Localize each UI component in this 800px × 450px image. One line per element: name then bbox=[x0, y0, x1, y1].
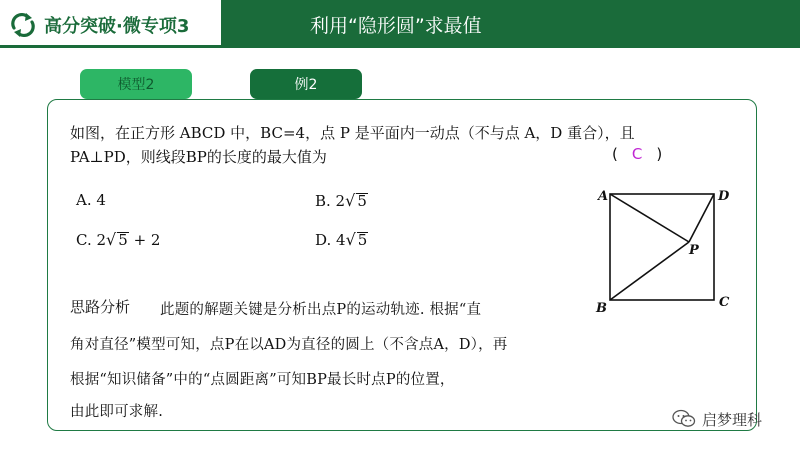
option-c-radicand: 5 bbox=[118, 231, 128, 249]
answer-letter: C bbox=[631, 145, 643, 163]
brand-title: 高分突破·微专项3 bbox=[44, 16, 190, 37]
option-c-suffix: + 2 bbox=[133, 231, 161, 249]
analysis-line-2: 角对直径”模型可知，点P在以AD为直径的圆上（不含点A，D），再 bbox=[70, 337, 508, 353]
vertex-label-a: A bbox=[598, 189, 609, 204]
answer-close-paren: ) bbox=[656, 145, 663, 163]
sqrt-icon: √ bbox=[345, 230, 356, 249]
option-d-prefix: D. 4 bbox=[315, 231, 346, 249]
segment-bp bbox=[610, 242, 689, 300]
vertex-label-d: D bbox=[718, 189, 730, 204]
vertex-label-c: C bbox=[719, 295, 730, 310]
header-brand-area bbox=[0, 0, 221, 48]
option-d bbox=[315, 230, 368, 249]
sqrt-icon: √ bbox=[345, 191, 356, 210]
tab-model-2[interactable]: 模型2 bbox=[80, 69, 192, 99]
page-title: 利用“隐形圆”求最值 bbox=[310, 15, 482, 37]
watermark bbox=[672, 408, 792, 430]
analysis-line-4: 由此即可求解. bbox=[70, 404, 164, 420]
segment-dp bbox=[689, 194, 714, 242]
answer-open-paren: ( bbox=[612, 145, 618, 163]
square-geometry-figure bbox=[588, 180, 748, 320]
question-line-1: 如图，在正方形 ABCD 中，BC=4，点 P 是平面内一动点（不与点 A，D 重合），且 bbox=[70, 124, 635, 142]
header bbox=[0, 0, 800, 48]
vertex-label-b: B bbox=[596, 301, 607, 316]
option-c-prefix: C. 2 bbox=[76, 231, 107, 249]
header-title-bar bbox=[221, 0, 800, 48]
question-line-2: PA⊥PD，则线段BP的长度的最大值为 bbox=[70, 148, 327, 166]
analysis-line-3: 根据“知识储备”中的“点圆距离”可知BP最长时点P的位置， bbox=[70, 372, 455, 388]
recycle-arrows-icon bbox=[8, 10, 38, 40]
option-b-radicand: 5 bbox=[357, 192, 367, 210]
option-b bbox=[315, 191, 368, 210]
analysis-line-1: 此题的解题关键是分析出点P的运动轨迹. 根据“直 bbox=[160, 302, 482, 318]
wechat-icon bbox=[672, 409, 696, 429]
segment-ap bbox=[610, 194, 689, 242]
option-b-prefix: B. 2 bbox=[315, 192, 346, 210]
tab-example-2[interactable]: 例2 bbox=[250, 69, 362, 99]
sqrt-icon: √ bbox=[106, 230, 117, 249]
option-a: A. 4 bbox=[76, 191, 106, 209]
option-d-radicand: 5 bbox=[357, 231, 368, 249]
option-c bbox=[76, 230, 160, 249]
watermark-text: 启梦理科 bbox=[702, 410, 763, 429]
answer-blank bbox=[612, 145, 662, 163]
analysis-title: 思路分析 bbox=[70, 298, 131, 316]
point-label-p: P bbox=[689, 243, 699, 258]
